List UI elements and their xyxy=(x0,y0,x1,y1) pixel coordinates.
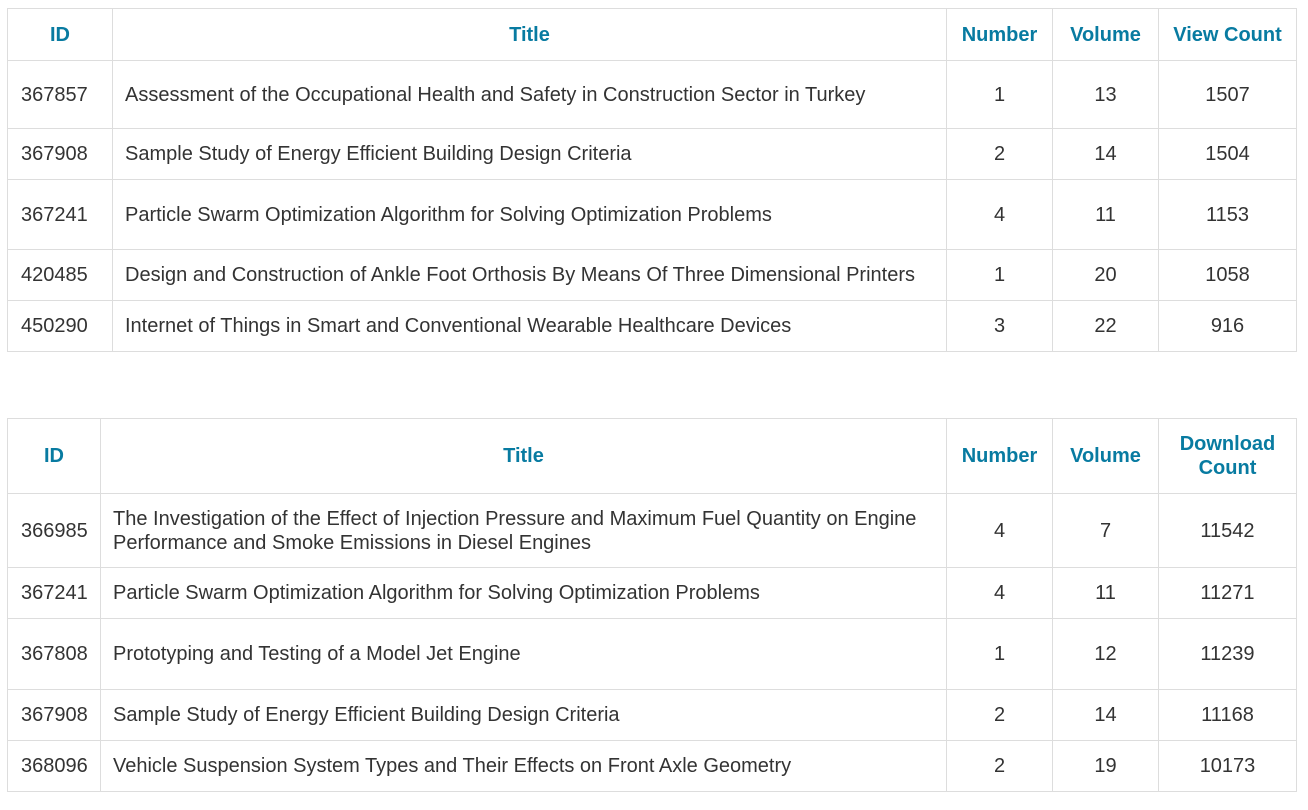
cell-id: 367908 xyxy=(8,690,101,741)
cell-title-link[interactable]: Sample Study of Energy Efficient Building Design Criteria xyxy=(113,129,947,180)
cell-id: 367908 xyxy=(8,129,113,180)
cell-number: 2 xyxy=(947,741,1053,792)
table-row xyxy=(8,741,1297,792)
cell-id: 366985 xyxy=(8,494,101,568)
cell-volume: 22 xyxy=(1053,301,1159,352)
table-row xyxy=(8,568,1297,619)
table-row xyxy=(8,61,1297,129)
cell-id: 367857 xyxy=(8,61,113,129)
cell-volume: 12 xyxy=(1053,619,1159,690)
cell-number: 3 xyxy=(947,301,1053,352)
header-volume[interactable]: Volume xyxy=(1053,9,1159,61)
cell-number: 1 xyxy=(947,619,1053,690)
table-row xyxy=(8,301,1297,352)
cell-volume: 7 xyxy=(1053,494,1159,568)
header-id[interactable]: ID xyxy=(8,419,101,494)
table-header-row xyxy=(8,9,1297,61)
cell-view-count: 1153 xyxy=(1159,180,1297,250)
table-row xyxy=(8,690,1297,741)
cell-view-count: 1507 xyxy=(1159,61,1297,129)
table-row xyxy=(8,619,1297,690)
cell-title-link[interactable]: The Investigation of the Effect of Injection Pressure and Maximum Fuel Quantity on Engine Performance and Smoke Emissions in Diesel Engines xyxy=(101,494,947,568)
cell-volume: 14 xyxy=(1053,690,1159,741)
cell-title-link[interactable]: Prototyping and Testing of a Model Jet Engine xyxy=(101,619,947,690)
cell-number: 2 xyxy=(947,129,1053,180)
cell-number: 4 xyxy=(947,568,1053,619)
cell-download-count: 11542 xyxy=(1159,494,1297,568)
cell-number: 4 xyxy=(947,180,1053,250)
cell-title-link[interactable]: Particle Swarm Optimization Algorithm for Solving Optimization Problems xyxy=(113,180,947,250)
cell-volume: 19 xyxy=(1053,741,1159,792)
header-title[interactable]: Title xyxy=(101,419,947,494)
cell-title-link[interactable]: Design and Construction of Ankle Foot Orthosis By Means Of Three Dimensional Printers xyxy=(113,250,947,301)
table-row xyxy=(8,129,1297,180)
cell-title-link[interactable]: Assessment of the Occupational Health and Safety in Construction Sector in Turkey xyxy=(113,61,947,129)
cell-download-count: 11239 xyxy=(1159,619,1297,690)
table-header-row xyxy=(8,419,1297,494)
cell-download-count: 11168 xyxy=(1159,690,1297,741)
table-row xyxy=(8,250,1297,301)
cell-id: 367808 xyxy=(8,619,101,690)
cell-id: 450290 xyxy=(8,301,113,352)
header-number[interactable]: Number xyxy=(947,419,1053,494)
cell-id: 368096 xyxy=(8,741,101,792)
cell-id: 367241 xyxy=(8,568,101,619)
cell-title-link[interactable]: Sample Study of Energy Efficient Building Design Criteria xyxy=(101,690,947,741)
header-title[interactable]: Title xyxy=(113,9,947,61)
cell-id: 420485 xyxy=(8,250,113,301)
most-downloaded-table xyxy=(7,418,1297,792)
cell-view-count: 1504 xyxy=(1159,129,1297,180)
cell-volume: 11 xyxy=(1053,568,1159,619)
header-id[interactable]: ID xyxy=(8,9,113,61)
cell-id: 367241 xyxy=(8,180,113,250)
table-row xyxy=(8,494,1297,568)
cell-title-link[interactable]: Internet of Things in Smart and Conventional Wearable Healthcare Devices xyxy=(113,301,947,352)
cell-volume: 13 xyxy=(1053,61,1159,129)
header-download-count[interactable]: Download Count xyxy=(1159,419,1297,494)
cell-volume: 14 xyxy=(1053,129,1159,180)
cell-volume: 11 xyxy=(1053,180,1159,250)
cell-number: 4 xyxy=(947,494,1053,568)
cell-number: 2 xyxy=(947,690,1053,741)
header-view-count[interactable]: View Count xyxy=(1159,9,1297,61)
cell-number: 1 xyxy=(947,61,1053,129)
table-row xyxy=(8,180,1297,250)
cell-view-count: 1058 xyxy=(1159,250,1297,301)
cell-title-link[interactable]: Vehicle Suspension System Types and Their Effects on Front Axle Geometry xyxy=(101,741,947,792)
cell-number: 1 xyxy=(947,250,1053,301)
cell-title-link[interactable]: Particle Swarm Optimization Algorithm for Solving Optimization Problems xyxy=(101,568,947,619)
header-volume[interactable]: Volume xyxy=(1053,419,1159,494)
cell-volume: 20 xyxy=(1053,250,1159,301)
cell-download-count: 10173 xyxy=(1159,741,1297,792)
cell-view-count: 916 xyxy=(1159,301,1297,352)
header-number[interactable]: Number xyxy=(947,9,1053,61)
most-viewed-table xyxy=(7,8,1297,352)
cell-download-count: 11271 xyxy=(1159,568,1297,619)
